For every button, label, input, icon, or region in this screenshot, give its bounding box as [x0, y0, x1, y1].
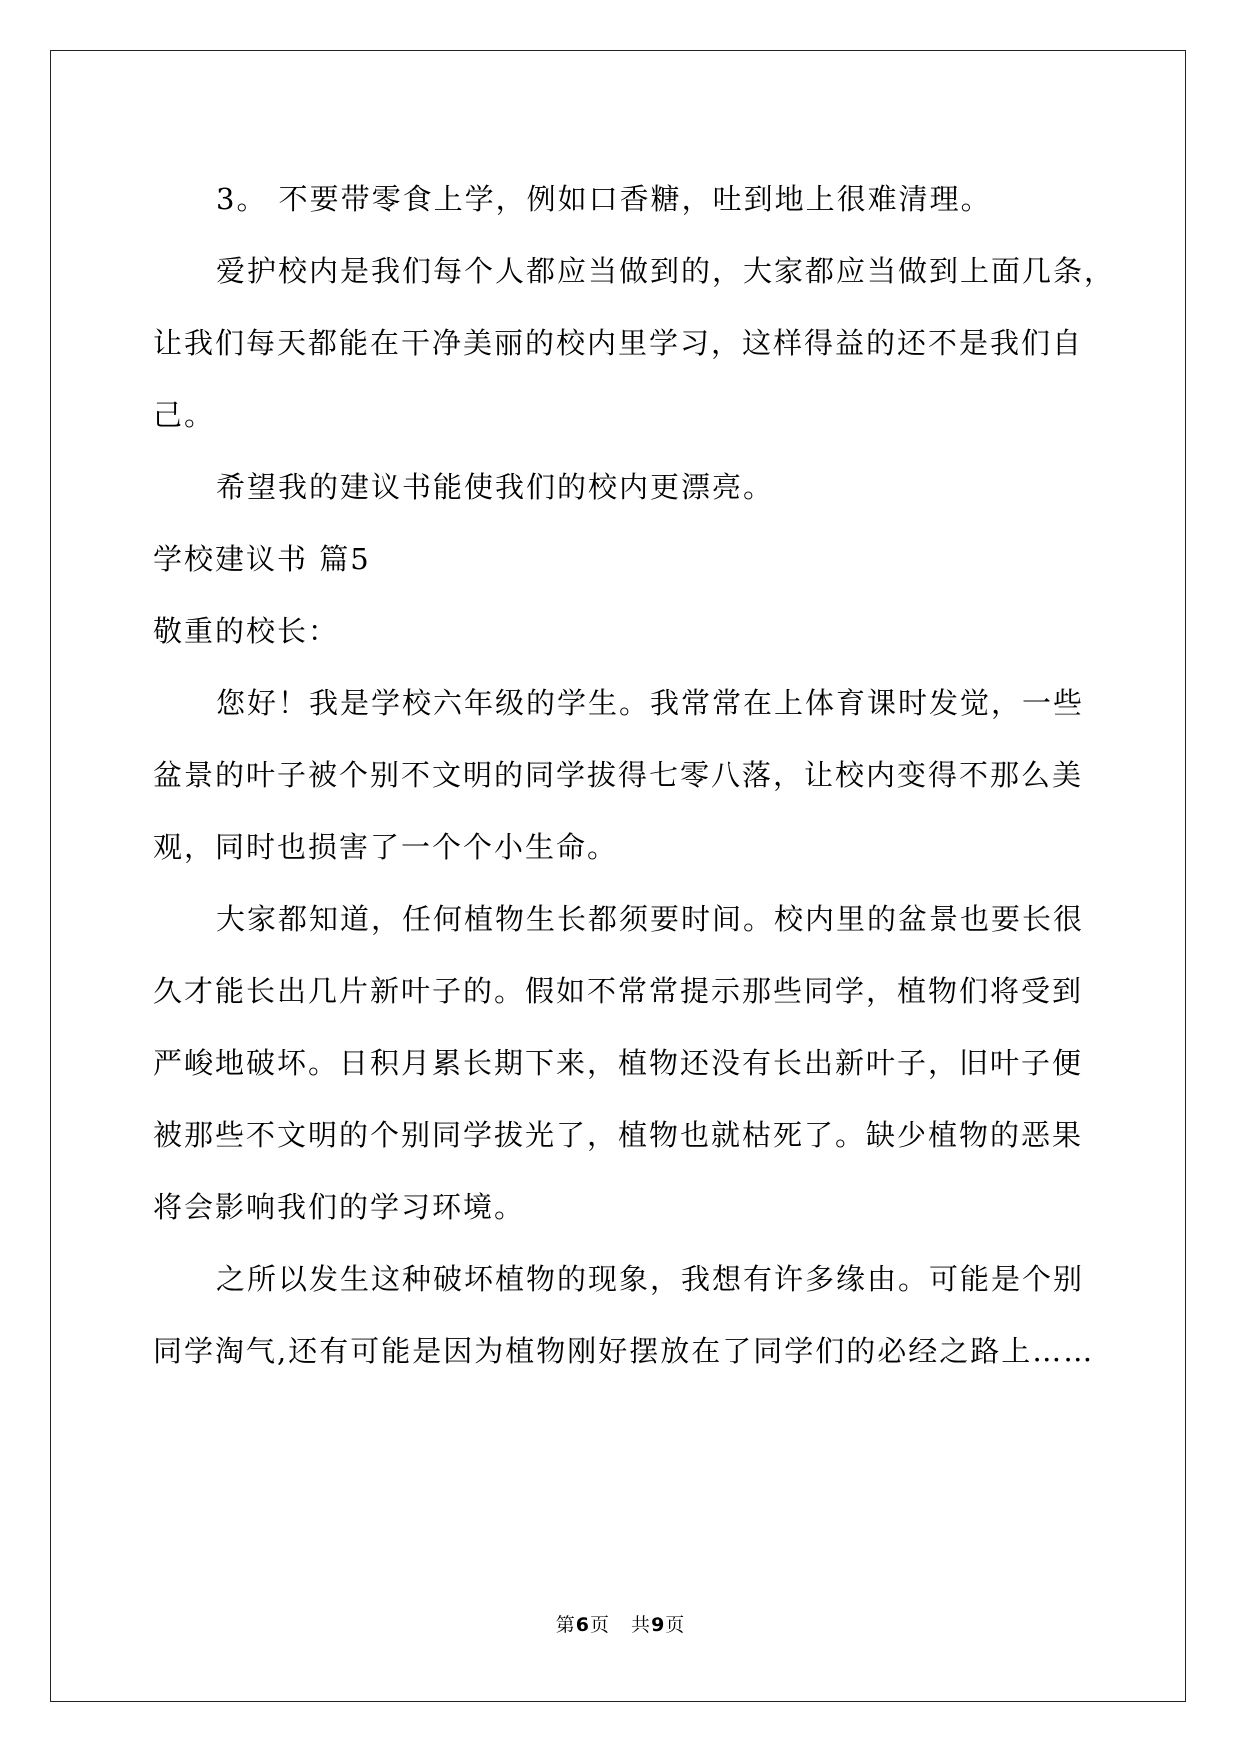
text-line: 您好！我是学校六年级的学生。我常常在上体育课时发觉，一些: [216, 686, 1085, 720]
footer-middle: 页 共: [589, 1614, 652, 1636]
text-line: 严峻地破坏。日积月累长期下来，植物还没有长出新叶子，旧叶子便: [153, 1046, 1084, 1080]
section-heading: 学校建议书 篇5: [153, 542, 371, 576]
text-line: 爱护校内是我们每个人都应当做到的，大家都应当做到上面几条，: [216, 254, 1116, 288]
footer-suffix: 页: [665, 1614, 686, 1636]
text-line: 让我们每天都能在干净美丽的校内里学习，这样得益的还不是我们自: [153, 326, 1084, 360]
document-body: [153, 163, 1116, 1387]
page-footer: [0, 1610, 1241, 1637]
text-line: 己。: [153, 398, 216, 432]
salutation: 敬重的校长：: [153, 614, 340, 648]
text-line: 3。 不要带零食上学，例如口香糖，吐到地上很难清理。: [216, 182, 992, 216]
footer-prefix: 第: [555, 1614, 576, 1636]
text-line: 之所以发生这种破坏植物的现象，我想有许多缘由。可能是个别: [216, 1262, 1085, 1296]
text-line: 希望我的建议书能使我们的校内更漂亮。: [216, 470, 775, 504]
text-line: 将会影响我们的学习环境。: [153, 1190, 526, 1224]
current-page-number: 6: [575, 1614, 590, 1636]
text-line: 被那些不文明的个别同学拔光了，植物也就枯死了。缺少植物的恶果: [153, 1118, 1084, 1152]
text-line: 大家都知道，任何植物生长都须要时间。校内里的盆景也要长很: [216, 902, 1085, 936]
text-line: 同学淘气,还有可能是因为植物刚好摆放在了同学们的必经之路上……: [153, 1334, 1095, 1368]
text-line: 观，同时也损害了一个个小生命。: [153, 830, 619, 864]
total-pages-number: 9: [651, 1614, 666, 1636]
text-line: 盆景的叶子被个别不文明的同学拔得七零八落，让校内变得不那么美: [153, 758, 1084, 792]
text-line: 久才能长出几片新叶子的。假如不常常提示那些同学，植物们将受到: [153, 974, 1084, 1008]
